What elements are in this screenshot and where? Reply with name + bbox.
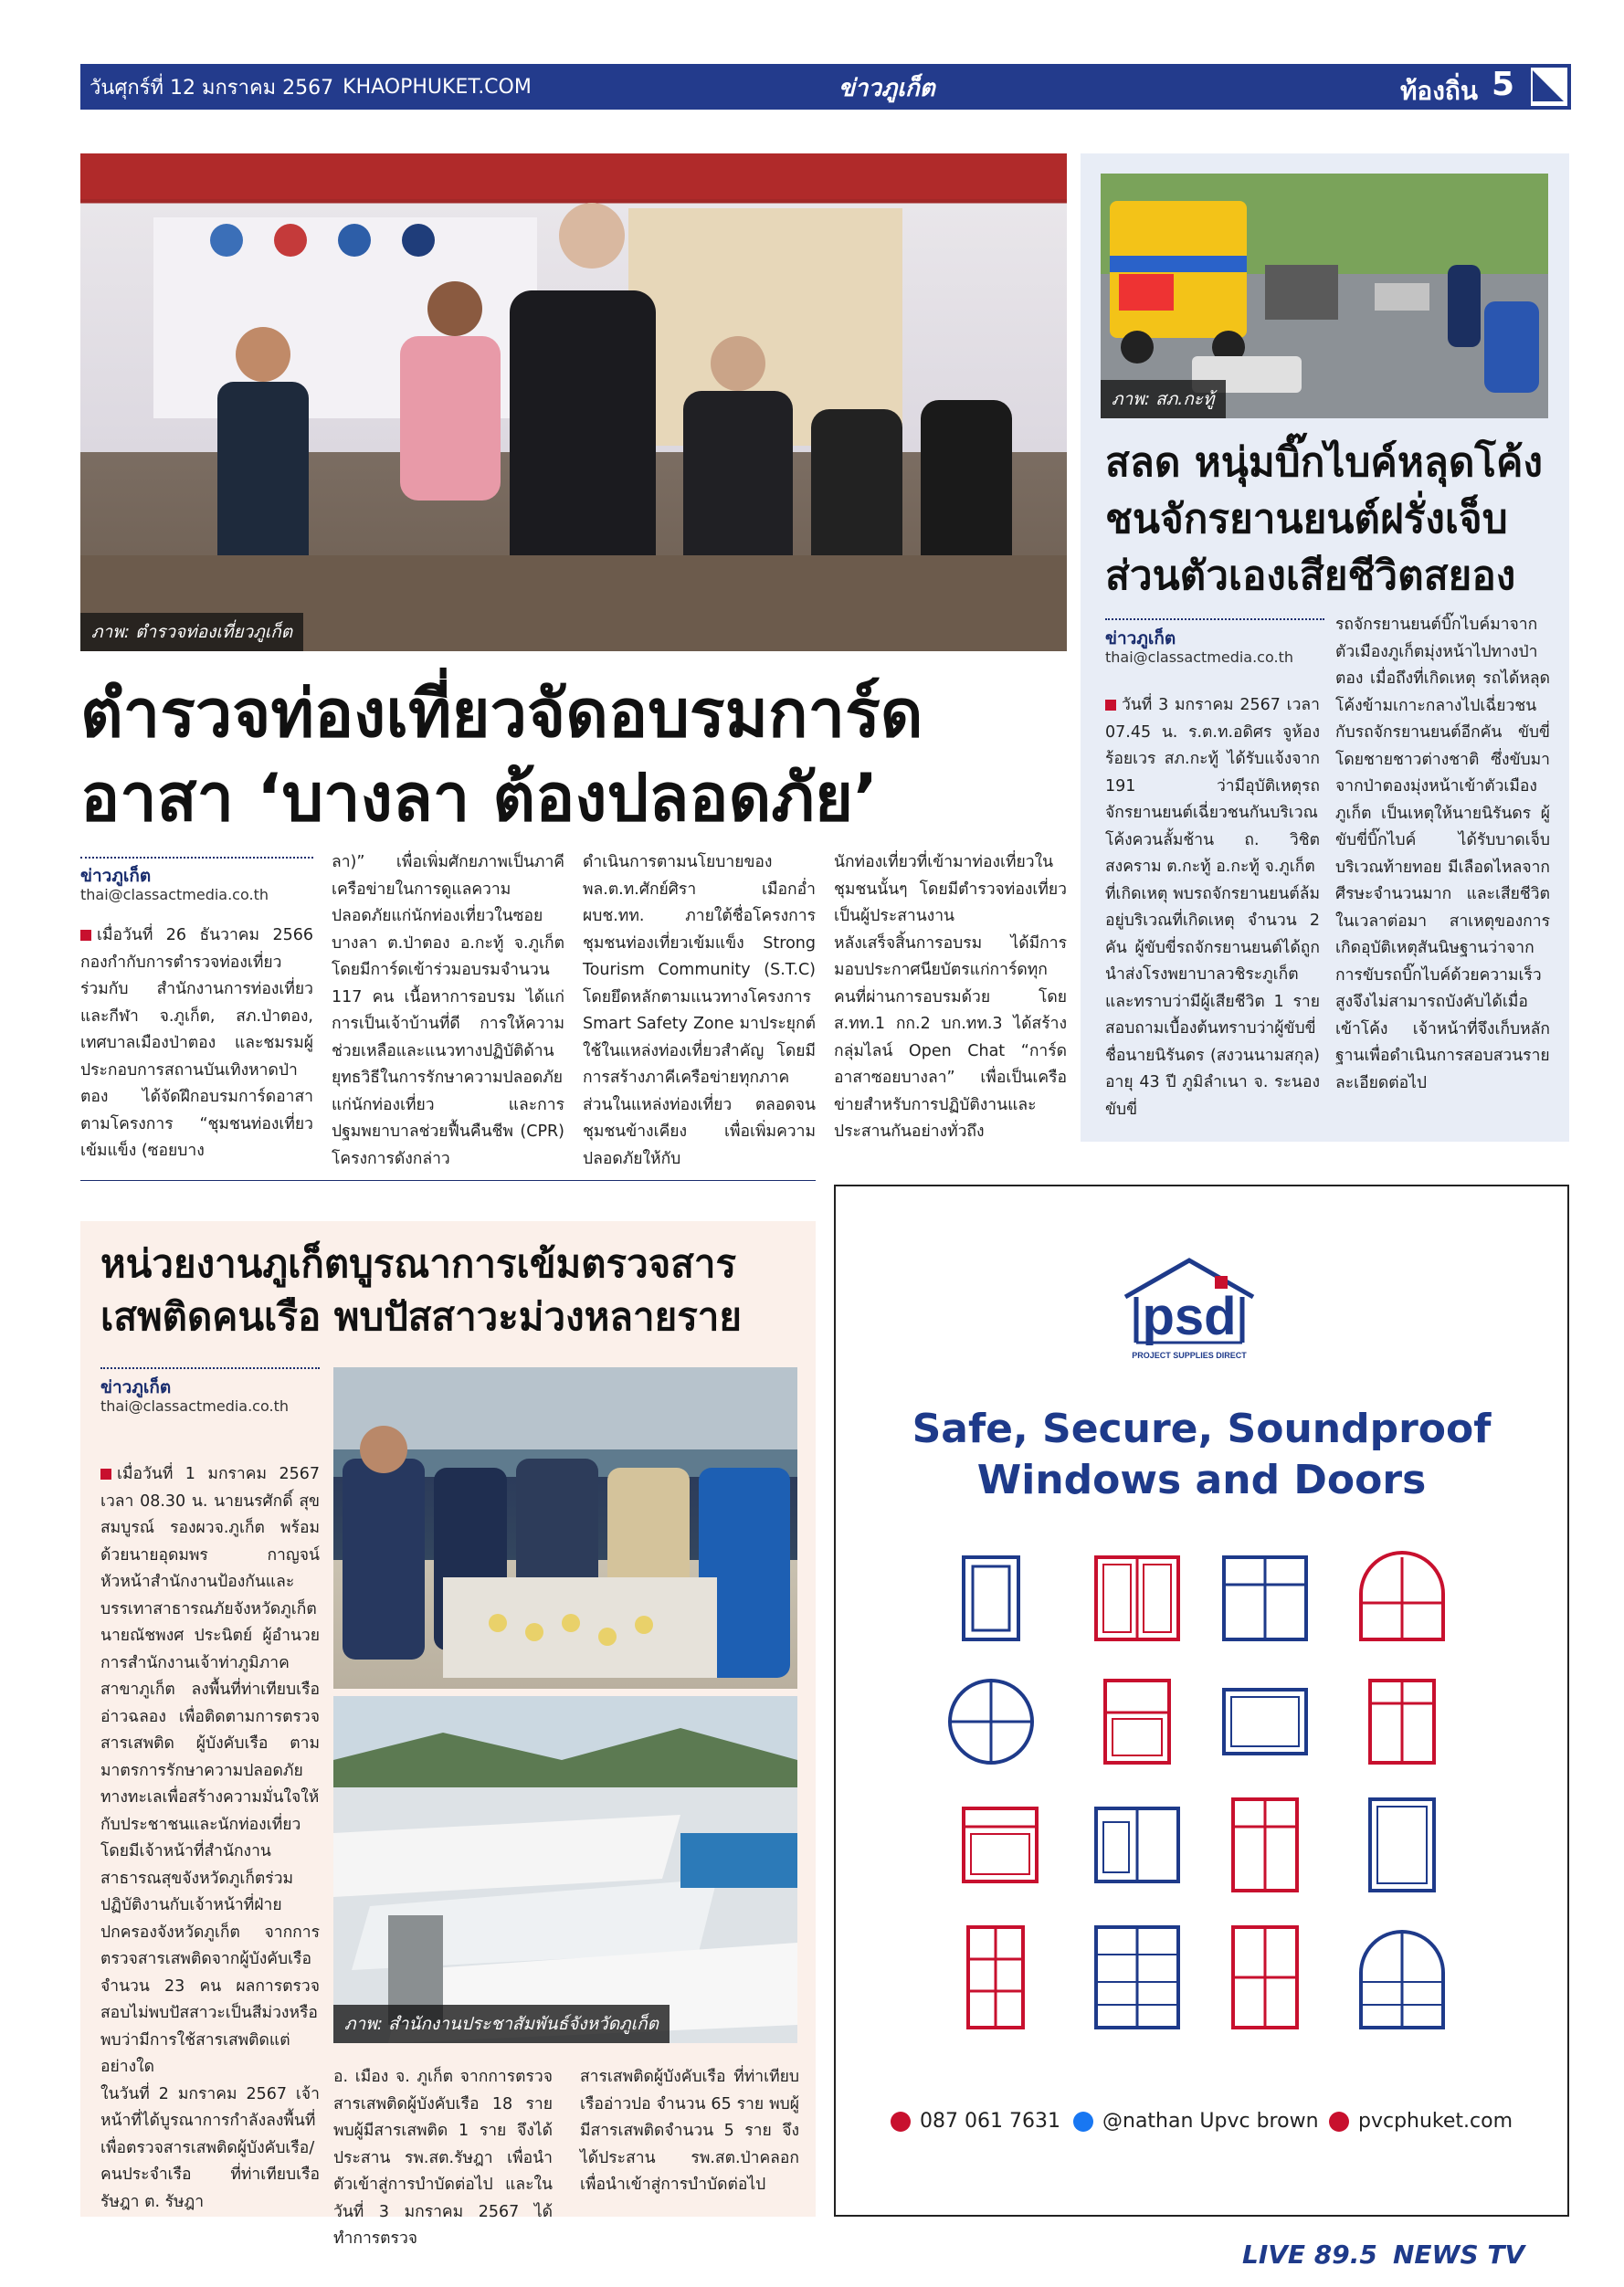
fixed-window-icon bbox=[1370, 1681, 1434, 1763]
live-radio-logo: LIVE 89.5 bbox=[1242, 2240, 1377, 2270]
house-logo-icon bbox=[1116, 1256, 1262, 1370]
news-tv-logo: NEWS TV bbox=[1393, 2240, 1525, 2270]
byline: ข่าวภูเก็ต bbox=[100, 1377, 172, 1397]
byline-divider bbox=[100, 1367, 320, 1369]
grid-window-icon bbox=[968, 1927, 1023, 2028]
article-column-4: นักท่องเที่ยวที่เข้ามาท่องเที่ยวในชุมชนนั้นๆ โดยมีตำรวจท่องเที่ยวเป็นผู้ประสานงาน หลังเสร็จสิ้นการอบรม ได้มีการมอบประกาศนียบัตรแก่การ์ดทุกคนที่ผ่านการอบรมด้วย โดย ส.ทท.1 กก.2 บก.ทท.3 ได้สร้างกลุ่มไลน์ Open Chat “การ์ดอาสาซอยบางลา” เพื่อเป็นเครือข่ายสำหรับการปฏิบัติงานและประสานกันอย่างทั่วถึง bbox=[834, 853, 1067, 1141]
tagline-line: Safe, Secure, Soundproof bbox=[912, 1406, 1492, 1452]
headline-line: ส่วนตัวเองเสียชีวิตสยอง bbox=[1105, 553, 1516, 599]
website-contact[interactable] bbox=[1329, 2110, 1513, 2133]
article-column-1 bbox=[80, 922, 313, 1160]
drug-article-photo-2 bbox=[333, 1696, 797, 2043]
tagline-line: Windows and Doors bbox=[976, 1457, 1427, 1503]
ad-contact-bar bbox=[891, 2110, 1530, 2143]
casement-window-icon bbox=[1224, 1557, 1306, 1639]
drug-headline bbox=[100, 1238, 813, 1344]
bullet-icon bbox=[100, 1469, 111, 1480]
globe-icon bbox=[1329, 2112, 1349, 2132]
byline: ข่าวภูเก็ต bbox=[1105, 628, 1176, 648]
photo-caption: ภาพ: สภ.กะทู้ bbox=[1101, 380, 1226, 418]
louvre-window-icon bbox=[1370, 1799, 1434, 1891]
panel-door-icon bbox=[1233, 1927, 1297, 2028]
facebook-contact[interactable] bbox=[1073, 2110, 1319, 2133]
facebook-handle: @nathan Upvc brown bbox=[1102, 2110, 1319, 2133]
side-column-2: รถจักรยานยนต์บิ๊กไบค์มาจากตัวเมืองภูเก็ตมุ่งหน้าไปทางป่าตอง เมื่อถึงที่เกิดเหตุ รถได้หลุดโค้งข้ามเกาะกลางไปเฉี่ยวชนกับรถจักรยานยนต์อีกคัน ขับขี่โดยชายชาวต่างชาติ ซึ่งขับมาจากป่าตองมุ่งหน้าเข้าตัวเมืองภูเก็ต เป็นเหตุให้นายนิรันดร ผู้ขับขี่บิ๊กไบค์ ได้รับบาดเจ็บบริเวณท้ายทอย มีเลือดไหลจากศีรษะจำนวนมาก และเสียชีวิตในเวลาต่อมา สาเหตุของการเกิดอุบัติเหตุสันนิษฐานว่าจากการขับรถบิ๊กไบค์ด้วยความเร็วสูงจึงไม่สามารถบังคับได้เมื่อเข้าโค้ง เจ้าหน้าที่จึงเก็บหลักฐานเพื่อดำเนินการสอบสวนรายละเอียดต่อไป bbox=[1335, 616, 1550, 1092]
article-column-3: ดำเนินการตามนโยบายของ พล.ต.ท.ศักย์ศิรา เมือกอ่ำ ผบช.ทท. ภายใต้ชื่อโครงการชุมชนท่องเที่ยวเข้มแข็ง Strong Tourism Community (S.T.C) โดยยึดหลักตามแนวทางโครงการ Smart Safety Zone มาประยุกต์ใช้ในแหล่งท่องเที่ยวสำคัญ โดยมีการสร้างภาคีเครือข่ายทุกภาคส่วนในแหล่งท่องเที่ยว ตลอดจนชุมชนข้างเคียง เพื่อเพิ่มความปลอดภัยให้กับ bbox=[583, 853, 816, 1168]
byline-divider bbox=[80, 857, 313, 859]
masthead-logo: ข่าวภูเก็ต bbox=[838, 75, 935, 102]
main-article-photo bbox=[80, 153, 1067, 651]
arched-window-icon bbox=[1361, 1553, 1443, 1639]
headline-line: หน่วยงานภูเก็ตบูรณาการเข้มตรวจสาร bbox=[100, 1241, 737, 1286]
phone-icon bbox=[891, 2112, 911, 2132]
footer-brands bbox=[1233, 2236, 1571, 2276]
main-headline bbox=[80, 671, 1076, 839]
window-icon-grid bbox=[959, 1553, 1471, 2046]
article-text: เมื่อวันที่ 26 ธันวาคม 2566 กองกำกับการตำรวจท่องเที่ยว ร่วมกับ สำนักงานการท่องเที่ยวและกีฬา จ.ภูเก็ต, สภ.ป่าตอง, เทศบาลเมืองป่าตอง และชมรมผู้ประกอบการสถานบันเทิงหาดป่าตอง ได้จัดฝึกอบรมการ์ดอาสาตามโครงการ “ชุมชนท่องเที่ยวเข้มแข็ง (ซอยบาง bbox=[80, 926, 313, 1160]
training-scene-illustration bbox=[80, 153, 1067, 651]
ad-tagline bbox=[834, 1404, 1569, 1506]
sliding-window-icon bbox=[1224, 1690, 1306, 1754]
bullet-icon bbox=[80, 930, 91, 941]
page-header bbox=[80, 64, 1569, 110]
phone-contact[interactable] bbox=[891, 2110, 1060, 2133]
section-divider bbox=[80, 1180, 816, 1181]
side-headline bbox=[1105, 435, 1553, 605]
awning-window-icon bbox=[964, 1808, 1037, 1881]
urine-test-illustration bbox=[333, 1367, 797, 1689]
side-article-photo bbox=[1101, 174, 1548, 418]
drug-column-1 bbox=[100, 1461, 320, 2211]
drug-article-photo-1 bbox=[333, 1367, 797, 1689]
patio-door-icon bbox=[1233, 1799, 1297, 1891]
website-url: pvcphuket.com bbox=[1358, 2110, 1513, 2133]
headline-line: เสพติดคนเรือ พบปัสสาวะม่วงหลายราย bbox=[100, 1294, 742, 1339]
side-column-1 bbox=[1105, 692, 1320, 1122]
headline-line: ตำรวจท่องเที่ยวจัดอบรมการ์ด bbox=[80, 675, 923, 752]
psd-logo bbox=[1116, 1256, 1262, 1374]
author-email[interactable]: thai@classactmedia.co.th bbox=[1105, 648, 1293, 666]
headline-line: สลด หนุ่มบิ๊กไบค์หลุดโค้ง bbox=[1105, 439, 1543, 486]
drug-column-3: สารเสพติดผู้บังคับเรือ ที่ท่าเทียบเรืออ่าวปอ จำนวน 65 ราย พบผู้มีสารเสพติดจำนวน 5 ราย จึงได้ประสาน รพ.สต.ป่าคลอก เพื่อนำเข้าสู่การบำบัดต่อไป bbox=[580, 2068, 799, 2194]
drug-column-2: อ. เมือง จ. ภูเก็ต จากการตรวจสารเสพติดผู้บังคับเรือ 18 ราย พบผู้มีสารเสพติด 1 ราย จึงได้ประสาน รพ.สต.รัษฎา เพื่อนำตัวเข้าสู่การบำบัดต่อไป และในวันที่ 3 มกราคม 2567 ได้ทำการตรวจ bbox=[333, 2068, 553, 2248]
headline-line: ชนจักรยานยนต์ฝรั่งเจ็บ bbox=[1105, 496, 1508, 543]
logo-subtext: PROJECT SUPPLIES DIRECT bbox=[1132, 1351, 1247, 1360]
round-window-icon bbox=[950, 1681, 1032, 1763]
single-window-icon bbox=[964, 1557, 1018, 1639]
double-door-icon bbox=[1096, 1557, 1178, 1639]
article-column-2: ลา)” เพื่อเพิ่มศักยภาพเป็นภาคีเครือข่ายในการดูแลความปลอดภัยแก่นักท่องเที่ยวในซอยบางลา ต.ป่าตอง อ.กะทู้ จ.ภูเก็ต โดยมีการ์ดเข้าร่วมอบรมจำนวน 117 คน เนื้อหาการอบรม ได้แก่ การเป็นเจ้าบ้านที่ดี การให้ความช่วยเหลือและแนวทางปฏิบัติด้านยุทธวิธีในการรักษาความปลอดภัยแก่นักท่องเที่ยว และการปฐมพยาบาลช่วยฟื้นคืนชีพ (CPR) โครงการดังกล่าว bbox=[332, 853, 564, 1168]
site-url[interactable]: KHAOPHUKET.COM bbox=[343, 75, 532, 99]
headline-line: อาสา ‘บางลา ต้องปลอดภัย’ bbox=[80, 759, 879, 836]
photo-caption: ภาพ: ตำรวจท่องเที่ยวภูเก็ต bbox=[80, 613, 303, 651]
french-door-icon bbox=[1096, 1927, 1178, 2028]
page-number: 5 bbox=[1491, 66, 1514, 103]
bifold-window-icon bbox=[1096, 1808, 1178, 1881]
phone-number: 087 061 7631 bbox=[920, 2110, 1060, 2133]
section-title: ท้องถิ่น bbox=[1399, 76, 1478, 106]
bullet-icon bbox=[1105, 700, 1116, 711]
byline: ข่าวภูเก็ต bbox=[80, 866, 152, 886]
tilt-window-icon bbox=[1105, 1681, 1169, 1763]
facebook-icon bbox=[1073, 2112, 1093, 2132]
corner-triangle-icon bbox=[1533, 70, 1564, 101]
arched-grid-window-icon bbox=[1361, 1932, 1443, 2028]
byline-divider bbox=[1105, 618, 1324, 620]
logo-text: psd bbox=[1142, 1287, 1237, 1346]
author-email[interactable]: thai@classactmedia.co.th bbox=[80, 886, 269, 903]
photo-caption: ภาพ: สำนักงานประชาสัมพันธ์จังหวัดภูเก็ต bbox=[333, 2005, 670, 2043]
article-text: เมื่อวันที่ 1 มกราคม 2567 เวลา 08.30 น. นายนรศักดิ์ สุขสมบูรณ์ รองผวจ.ภูเก็ต พร้อมด้วยนายอุดมพร กาญจน์ หัวหน้าสำนักงานป้องกันและบรรเทาสาธารณภัยจังหวัดภูเก็ต นายณัชพงศ ประนิตย์ ผู้อำนวยการสำนักงานเจ้าท่าภูมิภาคสาขาภูเก็ต ลงพื้นที่ท่าเทียบเรืออ่าวฉลอง เพื่อติดตามการตรวจสารเสพติด ผู้บังคับเรือ ตามมาตรการรักษาความปลอดภัยทางทะเลเพื่อสร้างความมั่นใจให้กับประชาชนและนักท่องเที่ยว โดยมีเจ้าหน้าที่สำนักงานสาธารณสุขจังหวัดภูเก็ตร่วมปฏิบัติงานกับเจ้าหน้าที่ฝ่ายปกครองจังหวัดภูเก็ต จากการตรวจสารเสพติดจากผู้บังคับเรือจำนวน 23 คน ผลการตรวจสอบไม่พบปัสสาวะเป็นสีม่วงหรือพบว่ามีการใช้สารเสพติดแต่อย่างใด ในวันที่ 2 มกราคม 2567 เจ้าหน้าที่ได้บูรณาการกำลังลงพื้นที่เพื่อตรวจสารเสพติดผู้บังคับเรือ/คนประจำเรือ ที่ท่าเทียบเรือรัษฎา ต. รัษฎา bbox=[100, 1465, 320, 2211]
article-text: วันที่ 3 มกราคม 2567 เวลา 07.45 น. ร.ต.ท.อดิศร จูห้อง ร้อยเวร สภ.กะทู้ ได้รับแจ้งจาก 191 ว่ามีอุบัติเหตุรถจักรยานยนต์เฉี่ยวชนกันบริเวณโค้งควนลั้มช้าน ถ. วิชิตสงคราม ต.กะทู้ อ.กะทู้ จ.ภูเก็ต ที่เกิดเหตุ พบรถจักรยานยนต์ล้มอยู่บริเวณที่เกิดเหตุ จำนวน 2 คัน ผู้ขับขี่รถจักรยานยนต์ได้ถูกนำส่งโรงพยาบาลวชิระภูเก็ต และทราบว่ามีผู้เสียชีวิต 1 ราย สอบถามเบื้องต้นทราบว่าผู้ขับขี่ชื่อนายนิรันดร (สงวนนามสกุล) อายุ 43 ปี ภูมิลำเนา จ. ระนอง ขับขี่ bbox=[1105, 696, 1320, 1119]
issue-date: วันศุกร์ที่ 12 มกราคม 2567 bbox=[90, 76, 334, 100]
speedboats-illustration bbox=[333, 1696, 797, 2043]
author-email[interactable]: thai@classactmedia.co.th bbox=[100, 1397, 289, 1415]
